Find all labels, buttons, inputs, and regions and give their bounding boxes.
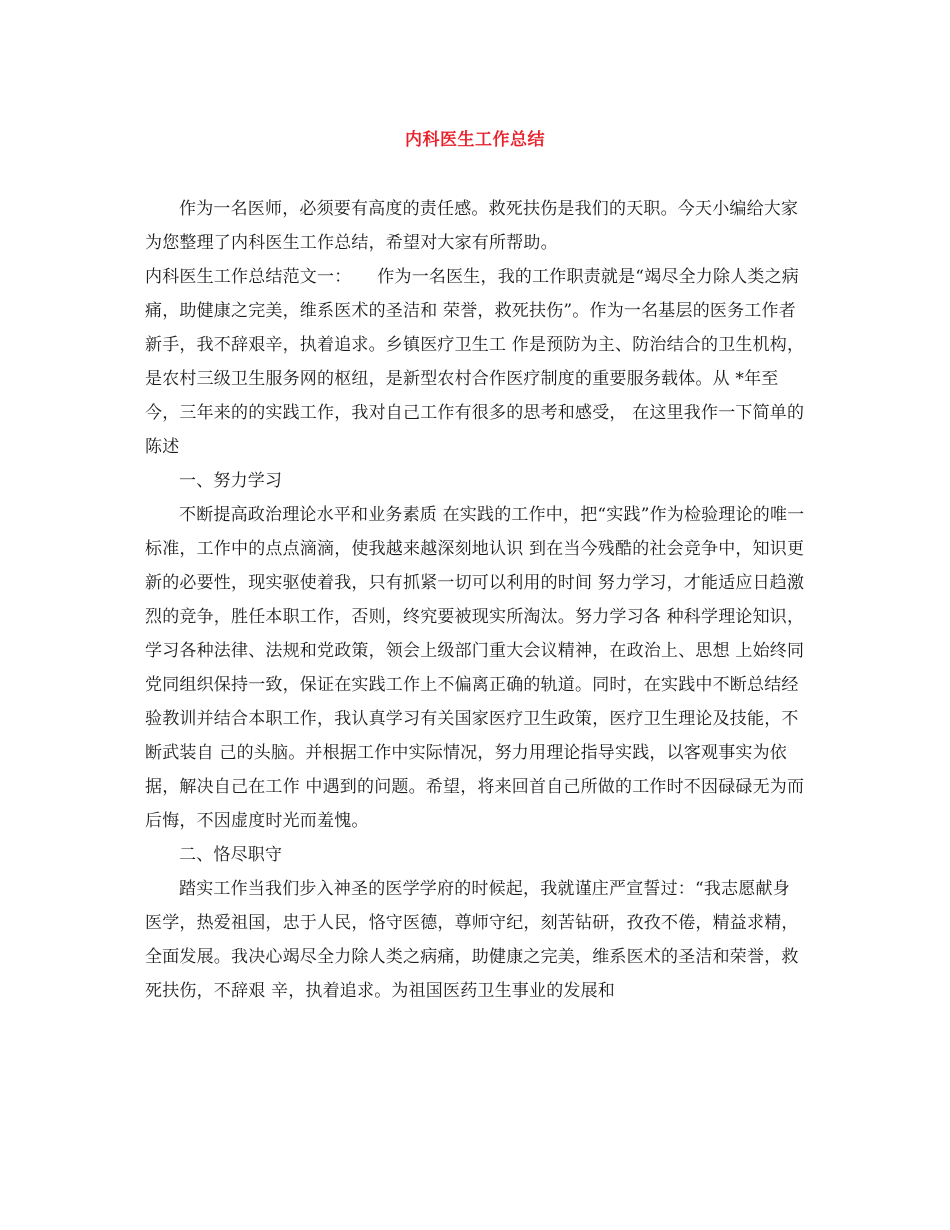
document-title: 内科医生工作总结 [405, 130, 545, 150]
paragraph-study: 不断提高政治理论水平和业务素质 在实践的工作中，把“实践”作为检验理论的唯一标准，工作中的点点滴滴，使我越来越深刻地认识 到在当今残酷的社会竞争中，知识更新的必要性，现实驱使着我，只有抓紧一切可以利用的时间 努力学习，才能适应日趋激烈的竞争，胜任本职工作，否则，终究要被现实所淘汰。努力学习各 种科学理论知识，学习各种法律、法规和党政策，领会上级部门重大会议精神，在政治上、思想 上始终同党同组织保持一致，保证在实践工作上不偏离正确的轨道。同时，在实践中不断总结经 验教训并结合本职工作，我认真学习有关国家医疗卫生政策，医疗卫生理论及技能，不断武装自 己的头脑。并根据工作中实际情况，努力用理论指导实践，以客观事实为依据，解决自己在工作 中遇到的问题。希望，将来回首自己所做的工作时不因碌碌无为而后悔，不因虚度时光而羞愧。 [145, 505, 805, 831]
section-heading-study: 一、努力学习 [179, 471, 283, 491]
paragraph-sample-one: 内科医生工作总结范文一： 作为一名医生，我的工作职责就是“竭尽全力除人类之病痛，助健康之完美，维系医术的圣洁和 荣誉，救死扶伤”。作为一名基层的医务工作者新手，我不辞艰辛，执着追求。乡镇医疗卫生工 作是预防为主、防治结合的卫生机构，是农村三级卫生服务网的枢纽，是新型农村合作医疗制度的重要服务载体。从 *年至今，三年来的的实践工作，我对自己工作有很多的思考和感受， 在这里我作一下简单的陈述 [145, 267, 805, 457]
section-heading-duty: 二、恪尽职守 [179, 845, 283, 865]
paragraph-duty: 踏实工作当我们步入神圣的医学学府的时候起，我就谨庄严宣誓过：“我志愿献身医学，热爱祖国，忠于人民，恪守医德，尊师守纪，刻苦钻研，孜孜不倦，精益求精，全面发展。我决心竭尽全力除人类之病痛，助健康之完美，维系医术的圣洁和荣誉，救死扶伤，不辞艰 辛，执着追求。为祖国医药卫生事业的发展和 [145, 879, 799, 1001]
document-body [145, 192, 805, 1008]
paragraph-intro: 作为一名医师，必须要有高度的责任感。救死扶伤是我们的天职。今天小编给大家为您整理了内科医生工作总结，希望对大家有所帮助。 [145, 199, 799, 253]
